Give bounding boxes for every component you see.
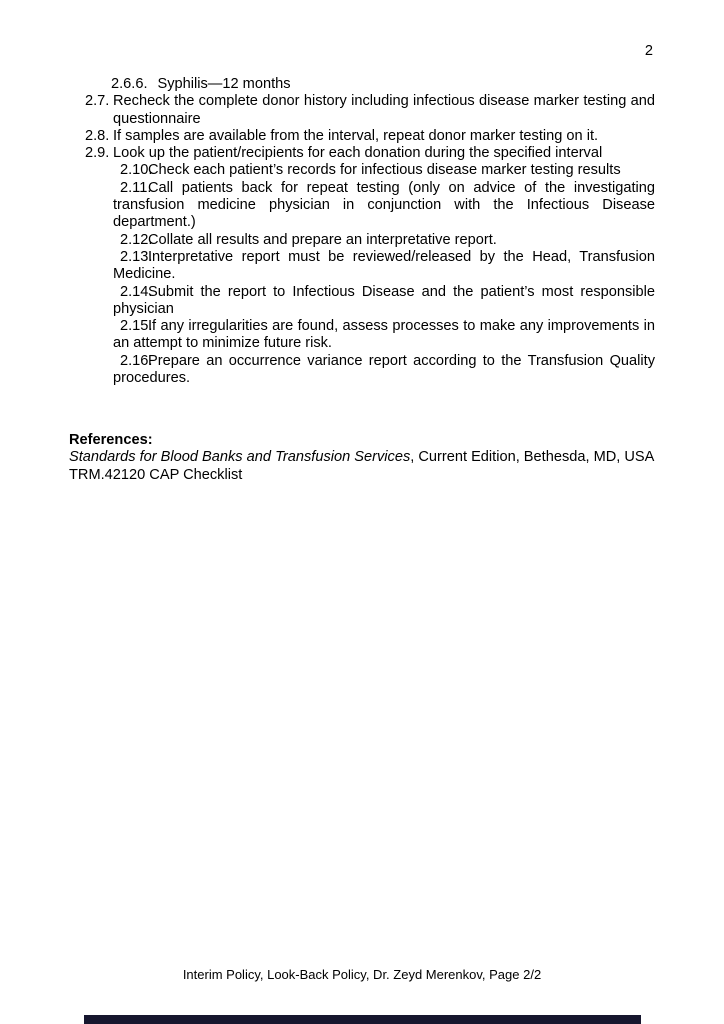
page-number: 2 <box>644 43 653 59</box>
list-item-number: 2.16. <box>120 352 153 369</box>
list-item-text: If samples are available from the interval, repeat donor marker testing on it. <box>113 127 599 144</box>
list-item-number: 2.9. <box>85 145 110 162</box>
list-item-number: 2.6.6. <box>111 76 148 92</box>
reference-details: , Current Edition, Bethesda, MD, USA <box>410 449 655 466</box>
list-item <box>85 162 655 179</box>
reference-entry: TRM.42120 CAP Checklist <box>69 466 243 483</box>
list-item-text: Syphilis—12 months <box>157 76 291 92</box>
list-item-number: 2.13. <box>120 248 153 265</box>
list-item-number: 2.11. <box>120 179 152 196</box>
list-item-text: Prepare an occurrence variance report according to the Transfusion Quality procedures. <box>113 352 655 387</box>
procedure-list <box>85 76 655 387</box>
list-item <box>85 232 655 249</box>
list-item <box>85 249 655 284</box>
list-item-text: Call patients back for repeat testing (only on advice of the investigating transfusion medicine physician in conjunction with the Infectious Disease department.) <box>113 179 655 231</box>
list-item <box>85 180 655 232</box>
references-section <box>69 432 655 484</box>
list-item-number: 2.15. <box>120 318 153 335</box>
list-item-text: If any irregularities are found, assess processes to make any improvements in an attempt to minimize future risk. <box>113 318 655 352</box>
list-item <box>85 353 655 388</box>
list-item-text: Check each patient’s records for infectious disease marker testing results <box>148 162 621 179</box>
list-item-number: 2.10. <box>120 162 153 179</box>
list-item <box>111 76 655 93</box>
list-item-text: Submit the report to Infectious Disease and the patient’s most responsible physician <box>113 283 655 317</box>
reference-entry <box>69 449 655 466</box>
list-item <box>85 284 655 319</box>
list-item <box>85 93 655 128</box>
list-item <box>85 128 655 145</box>
list-item-number: 2.12. <box>120 231 153 248</box>
references-heading: References: <box>69 432 153 448</box>
list-item <box>85 145 655 162</box>
list-item-text: Recheck the complete donor history including infectious disease marker testing and questionnaire <box>113 93 655 127</box>
bottom-bar <box>84 1015 641 1024</box>
reference-title: Standards for Blood Banks and Transfusion Services <box>69 449 411 466</box>
list-item <box>85 318 655 353</box>
page-footer: Interim Policy, Look-Back Policy, Dr. Zeyd Merenkov, Page 2/2 <box>182 967 542 982</box>
list-item-text: Look up the patient/recipients for each donation during the specified interval <box>113 145 603 162</box>
list-item-number: 2.7. <box>85 93 110 110</box>
list-item-number: 2.8. <box>85 127 110 144</box>
list-item-number: 2.14. <box>120 283 153 300</box>
list-item-text: Collate all results and prepare an interpretative report. <box>148 231 497 248</box>
list-item-text: Interpretative report must be reviewed/released by the Head, Transfusion Medicine. <box>113 248 655 283</box>
